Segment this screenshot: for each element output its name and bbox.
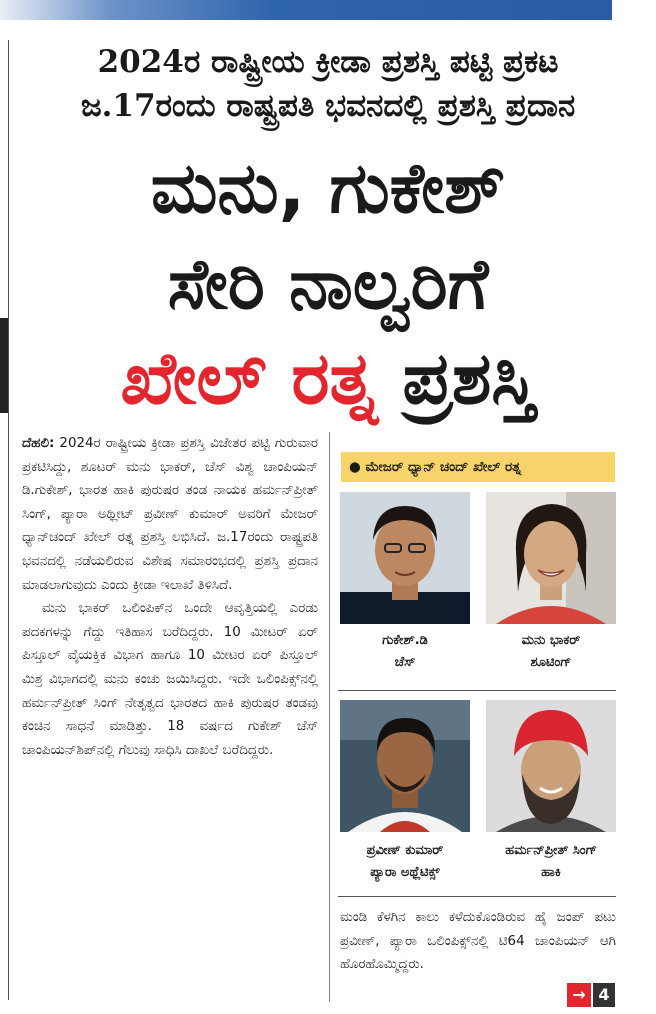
continued-paragraph: ಮಂಡಿ ಕೆಳಗಿನ ಕಾಲು ಕಳೆದುಕೊಂಡಿರುವ ಹೈ ಜಂಪ್ ಪಟು ಪ್ರವೀಣ್, ಪ್ಯಾರಾ ಒಲಿಂಪಿಕ್ಸ್‌ನಲ್ಲಿ ಟಿ64 ಚಾಂಪಿಯನ್ ಆಗಿ ಹೊರಹೊಮ್ಮಿದ್ದರು. [340, 910, 616, 973]
continued-divider [338, 896, 616, 897]
article-paragraph-2: ಮನು ಭಾಕರ್ ಒಲಿಂಪಿಕ್‌ನ ಒಂದೇ ಆವೃತ್ತಿಯಲ್ಲಿ ಎರಡು ಪದಕಗಳನ್ನು ಗೆದ್ದು ಇತಿಹಾಸ ಬರೆದಿದ್ದರು. 10 ಮೀಟರ್ ಏರ್ ಪಿಸ್ತೂಲ್ ವೈಯಕ್ತಿಕ ವಿಭಾಗ ಹಾಗೂ 10 ಮೀಟರ ಏರ್ ಪಿಸ್ತೂಲ್ ಮಿಶ್ರ ವಿಭಾಗದಲ್ಲಿ ಮನು ಕಂಚು ಜಯಿಸಿದ್ದರು. ಇದೇ ಒಲಿಂಪಿಕ್ಸ್‌ನಲ್ಲಿ ಹರ್ಮನ್‌ಪ್ರೀತ್ ಸಿಂಗ್ ನೇತೃತ್ವದ ಭಾರತದ ಹಾಕಿ ಪುರುಷರ ತಂಡವು ಕಂಚಿನ ಸಾಧನೆ ಮಾಡಿತ್ತು. 18 ವರ್ಷದ ಗುಕೇಶ್ ಚೆಸ್ ಚಾಂಪಿಯನ್‌ಶಿಪ್‌ನಲ್ಲಿ ಗೆಲುವು ಸಾಧಿಸಿ ದಾಖಲೆ ಬರೆದಿದ್ದರು. [22, 601, 318, 758]
award-banner: ● ಮೇಜರ್ ಧ್ಯಾನ್ ಚಂದ್ ಖೇಲ್ ರತ್ನ [341, 452, 615, 482]
caption-praveen [325, 840, 485, 884]
manu-photo [486, 492, 616, 624]
headline-line-3 [22, 332, 634, 424]
left-margin-rule [8, 40, 9, 1000]
winner-sport-harmanpreet: ಹಾಕಿ [541, 865, 561, 880]
winner-sport-gukesh: ಚೆಸ್ [394, 655, 416, 670]
portrait-gukesh-icon [340, 492, 470, 624]
portrait-praveen-icon [340, 700, 470, 832]
headline-line-2: ಸೇರಿ ನಾಲ್ವರಿಗೆ [167, 243, 489, 325]
portrait-manu-icon [486, 492, 616, 624]
page-jump[interactable] [567, 983, 615, 1007]
gukesh-photo [340, 492, 470, 624]
winner-name-harmanpreet: ಹರ್ಮನ್‌ಪ್ರೀತ್ ಸಿಂಗ್ [505, 843, 597, 858]
column-divider [329, 432, 330, 1002]
paragraph-1-text: 2024ರ ರಾಷ್ಟ್ರೀಯ ಕ್ರೀಡಾ ಪ್ರಶಸ್ತಿ ವಿಜೇತರ ಪಟ್ಟಿ ಗುರುವಾರ ಪ್ರಕಟಿಸಿದ್ದು, ಶೂಟರ್ ಮನು ಭಾಕರ್, ಚೆಸ್ ವಿಶ್ವ ಚಾಂಪಿಯನ್ ಡಿ.ಗುಕೇಶ್, ಭಾರತ ಹಾಕಿ ಪುರುಷರ ತಂಡ ನಾಯಕ ಹರ್ಮನ್‌ಪ್ರೀತ್ ಸಿಂಗ್, ಪ್ಯಾರಾ ಅಥ್ಲೀಟ್ ಪ್ರವೀಣ್ ಕುಮಾರ್ ಅವರಿಗೆ ಮೇಜರ್ ಧ್ಯಾನ್‌ಚಂದ್ ಖೇಲ್ ರತ್ನ ಪ್ರಶಸ್ತಿ ಲಭಿಸಿದೆ. ಜ.17ರಂದು ರಾಷ್ಟ್ರಪತಿ ಭವನದಲ್ಲಿ ನಡೆಯಲಿರುವ ವಿಶೇಷ ಸಮಾರಂಭದಲ್ಲಿ ಪ್ರಶಸ್ತಿ ಪ್ರದಾನ ಮಾಡಲಾಗುವುದು ಎಂದು ಕ್ರೀಡಾ ಇಲಾಖೆ ತಿಳಿಸಿದೆ. [22, 436, 318, 593]
article-continued [340, 906, 616, 977]
caption-harmanpreet [471, 840, 631, 884]
winner-sport-manu: ಶೂಟಿಂಗ್ [530, 655, 572, 670]
side-marker [0, 318, 8, 413]
top-color-bar [0, 0, 612, 20]
praveen-photo [340, 700, 470, 832]
caption-manu [471, 630, 631, 674]
headline-red-text: ಖೇಲ್ ರತ್ನ [120, 336, 378, 420]
harmanpreet-photo [486, 700, 616, 832]
caption-gukesh [325, 630, 485, 674]
headline-black-text: ಪ್ರಶಸ್ತಿ [402, 336, 536, 420]
headline-line-1: ಮನು, ಗುಕೇಶ್ [150, 147, 506, 229]
article-body [22, 432, 318, 762]
arrow-right-icon: → [567, 983, 591, 1007]
winner-name-manu: ಮನು ಭಾಕರ್ [521, 633, 581, 648]
winner-name-praveen: ಪ್ರವೀಣ್ ಕುಮಾರ್ [366, 843, 444, 858]
winner-sport-praveen: ಪ್ಯಾರಾ ಅಥ್ಲೆಟಿಕ್ಸ್ [370, 865, 440, 880]
page-number: 4 [593, 983, 615, 1007]
portrait-harmanpreet-icon [486, 700, 616, 832]
winner-name-gukesh: ಗುಕೇಶ್.ಡಿ [382, 633, 428, 648]
article-paragraph-1 [22, 432, 318, 597]
kicker-line-2: ಜ.17ರಂದು ರಾಷ್ಟ್ರಪತಿ ಭವನದಲ್ಲಿ ಪ್ರಶಸ್ತಿ ಪ್ರದಾನ [80, 88, 576, 124]
dateline: ದೆಹಲಿ: [22, 436, 55, 451]
kicker-line-1: 2024ರ ರಾಷ್ಟ್ರೀಯ ಕ್ರೀಡಾ ಪ್ರಶಸ್ತಿ ಪಟ್ಟಿ ಪ್ರಕಟ [97, 44, 559, 80]
photo-divider [338, 690, 616, 691]
